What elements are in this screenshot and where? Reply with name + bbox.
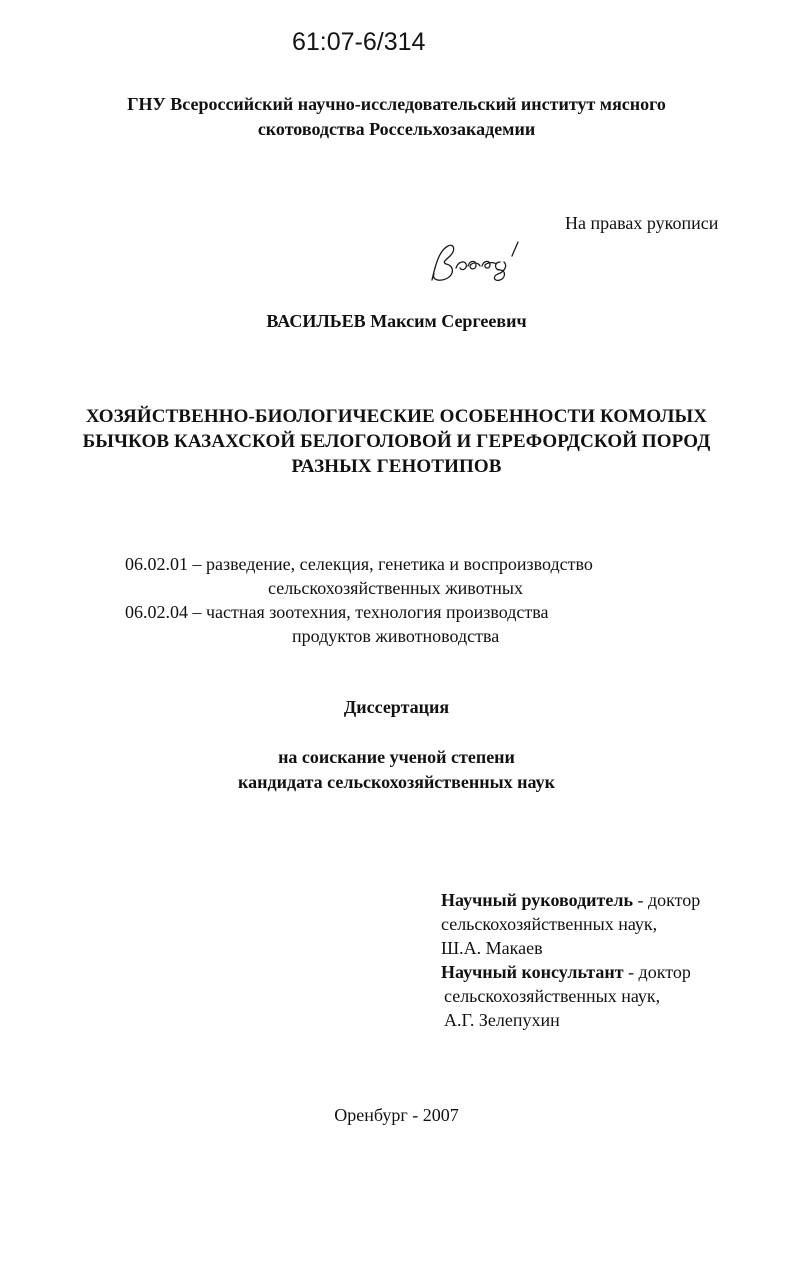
supervisor-role: Научный руководитель bbox=[441, 890, 633, 910]
specialty-2-line-2: продуктов животноводства bbox=[292, 626, 500, 646]
degree-line-1: на соискание ученой степени bbox=[278, 747, 515, 767]
consultant-line-1 bbox=[441, 960, 700, 984]
archive-stamp: 61:07-6/314 bbox=[292, 28, 426, 56]
consultant-name: А.Г. Зелепухин bbox=[444, 1010, 560, 1030]
degree-line-2: кандидата сельскохозяйственных наук bbox=[238, 772, 555, 792]
title-line-1: ХОЗЯЙСТВЕННО-БИОЛОГИЧЕСКИЕ ОСОБЕННОСТИ КОМОЛЫХ bbox=[85, 406, 708, 427]
specialty-2-line-1: 06.02.04 – частная зоотехния, технология производства bbox=[125, 602, 549, 622]
supervisor-name: Ш.А. Макаев bbox=[441, 938, 543, 958]
consultant-role: Научный консультант bbox=[441, 962, 624, 982]
supervisor-line-1 bbox=[441, 888, 700, 912]
dissertation-title bbox=[0, 404, 793, 479]
advisors-block bbox=[441, 888, 700, 1032]
consultant-title-part1: - доктор bbox=[623, 962, 691, 982]
city-year: Оренбург - 2007 bbox=[334, 1105, 459, 1125]
consultant-line-2: сельскохозяйственных наук, bbox=[444, 986, 661, 1006]
supervisor-title-part1: - доктор bbox=[633, 890, 701, 910]
supervisor-line-2: сельскохозяйственных наук, bbox=[441, 914, 658, 934]
document-type: Диссертация bbox=[343, 697, 450, 717]
institute-line-1: ГНУ Всероссийский научно-исследовательский институт мясного bbox=[127, 94, 666, 114]
manuscript-rights-note: На правах рукописи bbox=[565, 213, 719, 233]
specialty-1-line-1: 06.02.01 – разведение, селекция, генетика и воспроизводство bbox=[125, 554, 593, 574]
institute-line-2: скотоводства Россельхозакадемии bbox=[257, 119, 536, 139]
institute-header bbox=[0, 92, 793, 142]
handwritten-signature bbox=[422, 232, 542, 292]
title-line-2: БЫЧКОВ КАЗАХСКОЙ БЕЛОГОЛОВОЙ И ГЕРЕФОРДСКОЙ ПОРОД bbox=[82, 431, 711, 452]
specialty-1-line-2: сельскохозяйственных животных bbox=[268, 578, 523, 598]
author-name: ВАСИЛЬЕВ Максим Сергеевич bbox=[266, 311, 527, 331]
degree-statement bbox=[0, 745, 793, 795]
title-line-3: РАЗНЫХ ГЕНОТИПОВ bbox=[291, 456, 502, 477]
